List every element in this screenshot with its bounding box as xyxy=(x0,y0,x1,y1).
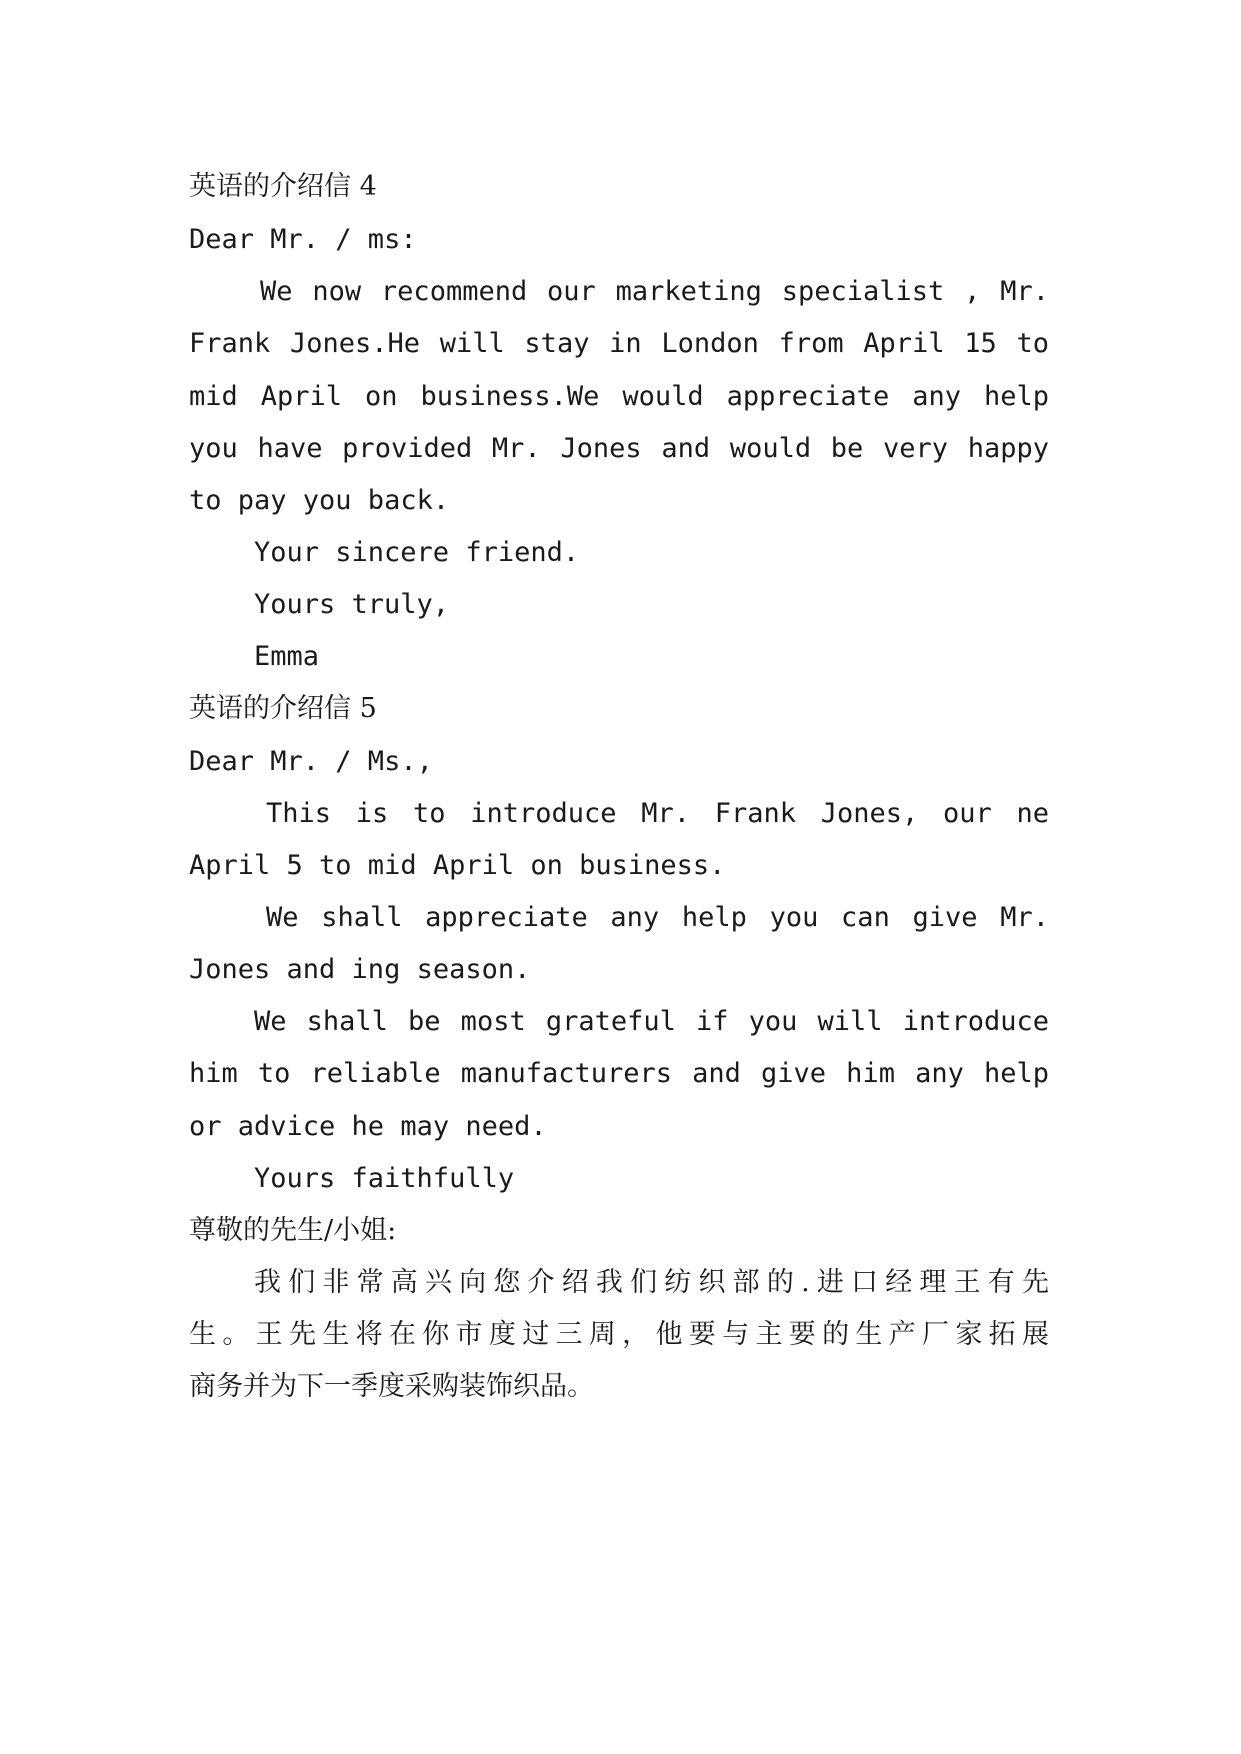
chinese-body-line: 商务并为下一季度采购装饰织品。 xyxy=(189,1371,594,1402)
letter5-body-line: This is to introduce Mr. Frank Jones, our ne xyxy=(266,798,1049,829)
chinese-salutation: 尊敬的先生/小姐: xyxy=(189,1215,397,1246)
letter4-closing: Your sincere friend. xyxy=(254,537,580,568)
letter5-body-line: We shall be most grateful if you will introduce xyxy=(254,1006,1049,1037)
letter5-body-line: We shall appreciate any help you can give Mr. xyxy=(266,902,1049,933)
letter4-heading: 英语的介绍信 4 xyxy=(189,171,377,202)
letter5-salutation: Dear Mr. / Ms., xyxy=(189,746,433,777)
chinese-body-line: 我们非常高兴向您介绍我们纺织部的.进口经理王有先 xyxy=(254,1267,1049,1298)
letter4-body-line: We now recommend our marketing specialist , Mr. xyxy=(260,276,1049,307)
letter5-heading: 英语的介绍信 5 xyxy=(189,693,377,724)
letter4-signature: Emma xyxy=(254,641,320,672)
letter4-body-line: Frank Jones.He will stay in London from April 15 to xyxy=(189,328,1049,359)
letter4-salutation: Dear Mr. / ms: xyxy=(189,224,417,255)
letter5-closing: Yours faithfully xyxy=(254,1163,515,1194)
letter4-closing: Yours truly, xyxy=(254,589,450,620)
letter5-body-line: Jones and ing season. xyxy=(189,954,531,985)
letter5-body-line: him to reliable manufacturers and give him any help xyxy=(189,1058,1049,1089)
letter4-body-line: to pay you back. xyxy=(189,485,450,516)
chinese-body-line: 生。王先生将在你市度过三周，他要与主要的生产厂家拓展 xyxy=(189,1319,1049,1350)
letter4-body-line: mid April on business.We would appreciate any help xyxy=(189,381,1049,412)
letter5-body-line: or advice he may need. xyxy=(189,1111,547,1142)
letter4-body-line: you have provided Mr. Jones and would be very happy xyxy=(189,433,1049,464)
letter5-body-line: April 5 to mid April on business. xyxy=(189,850,726,881)
